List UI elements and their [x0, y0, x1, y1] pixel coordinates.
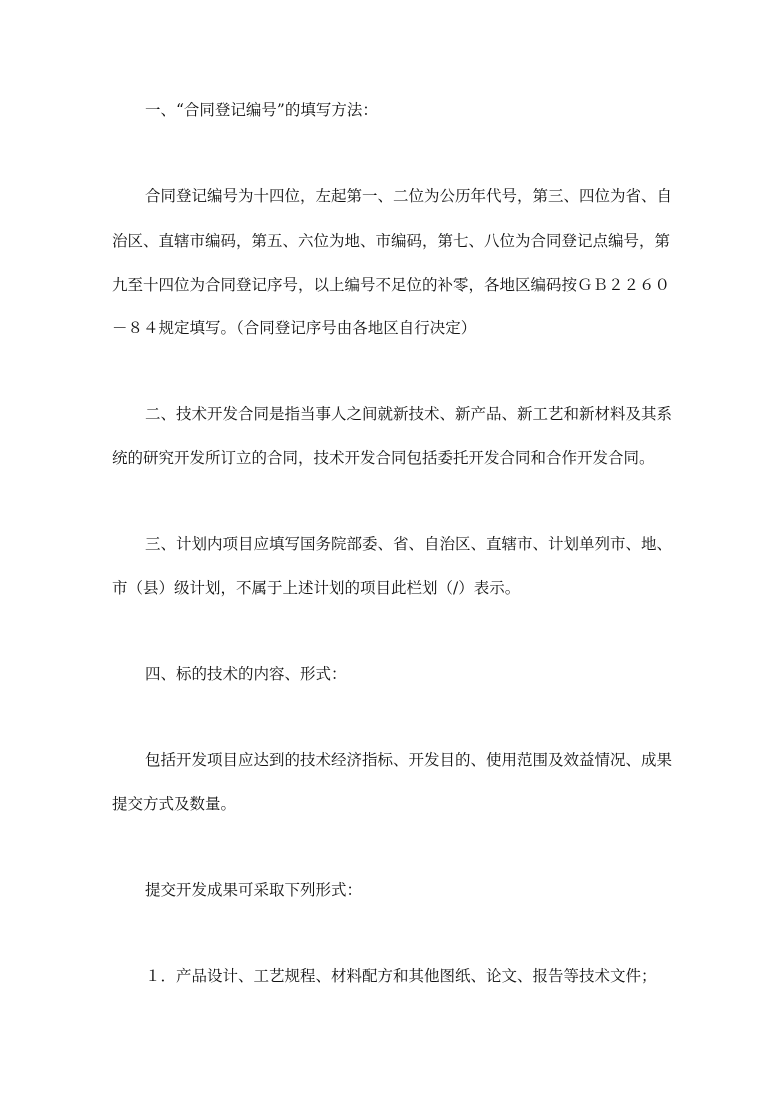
section3-line-1: 三、计划内项目应填写国务院部委、省、自治区、直辖市、计划单列市、地、 — [145, 535, 673, 553]
section1-line-2: 治区、直辖市编码，第五、六位为地、市编码，第七、八位为合同登记点编号，第 — [112, 232, 671, 250]
section1-heading: 一、“合同登记编号”的填写方法： — [145, 101, 378, 119]
forms-intro: 提交开发成果可采取下列形式： — [145, 881, 363, 899]
section3-line-2: 市（县）级计划，不属于上述计划的项目此栏划（/）表示。 — [112, 579, 521, 597]
section2-line-2: 统的研究开发所订立的合同，技术开发合同包括委托开发合同和合作开发合同。 — [112, 449, 655, 467]
section4-heading: 四、标的技术的内容、形式： — [145, 665, 347, 683]
section4-line-1: 包括开发项目应达到的技术经济指标、开发目的、使用范围及效益情况、成果 — [145, 751, 673, 769]
section1-line-3: 九至十四位为合同登记序号，以上编号不足位的补零，各地区编码按ＧＢ２２６０ — [112, 276, 671, 294]
section4-line-2: 提交方式及数量。 — [112, 795, 237, 813]
section1-line-4: －８４规定填写。（合同登记序号由各地区自行决定） — [112, 319, 477, 337]
forms-item-1: １．产品设计、工艺规程、材料配方和其他图纸、论文、报告等技术文件； — [145, 967, 657, 985]
section1-line-1: 合同登记编号为十四位，左起第一、二位为公历年代号，第三、四位为省、自 — [145, 187, 673, 205]
section2-line-1: 二、技术开发合同是指当事人之间就新技术、新产品、新工艺和新材料及其系 — [145, 405, 673, 423]
